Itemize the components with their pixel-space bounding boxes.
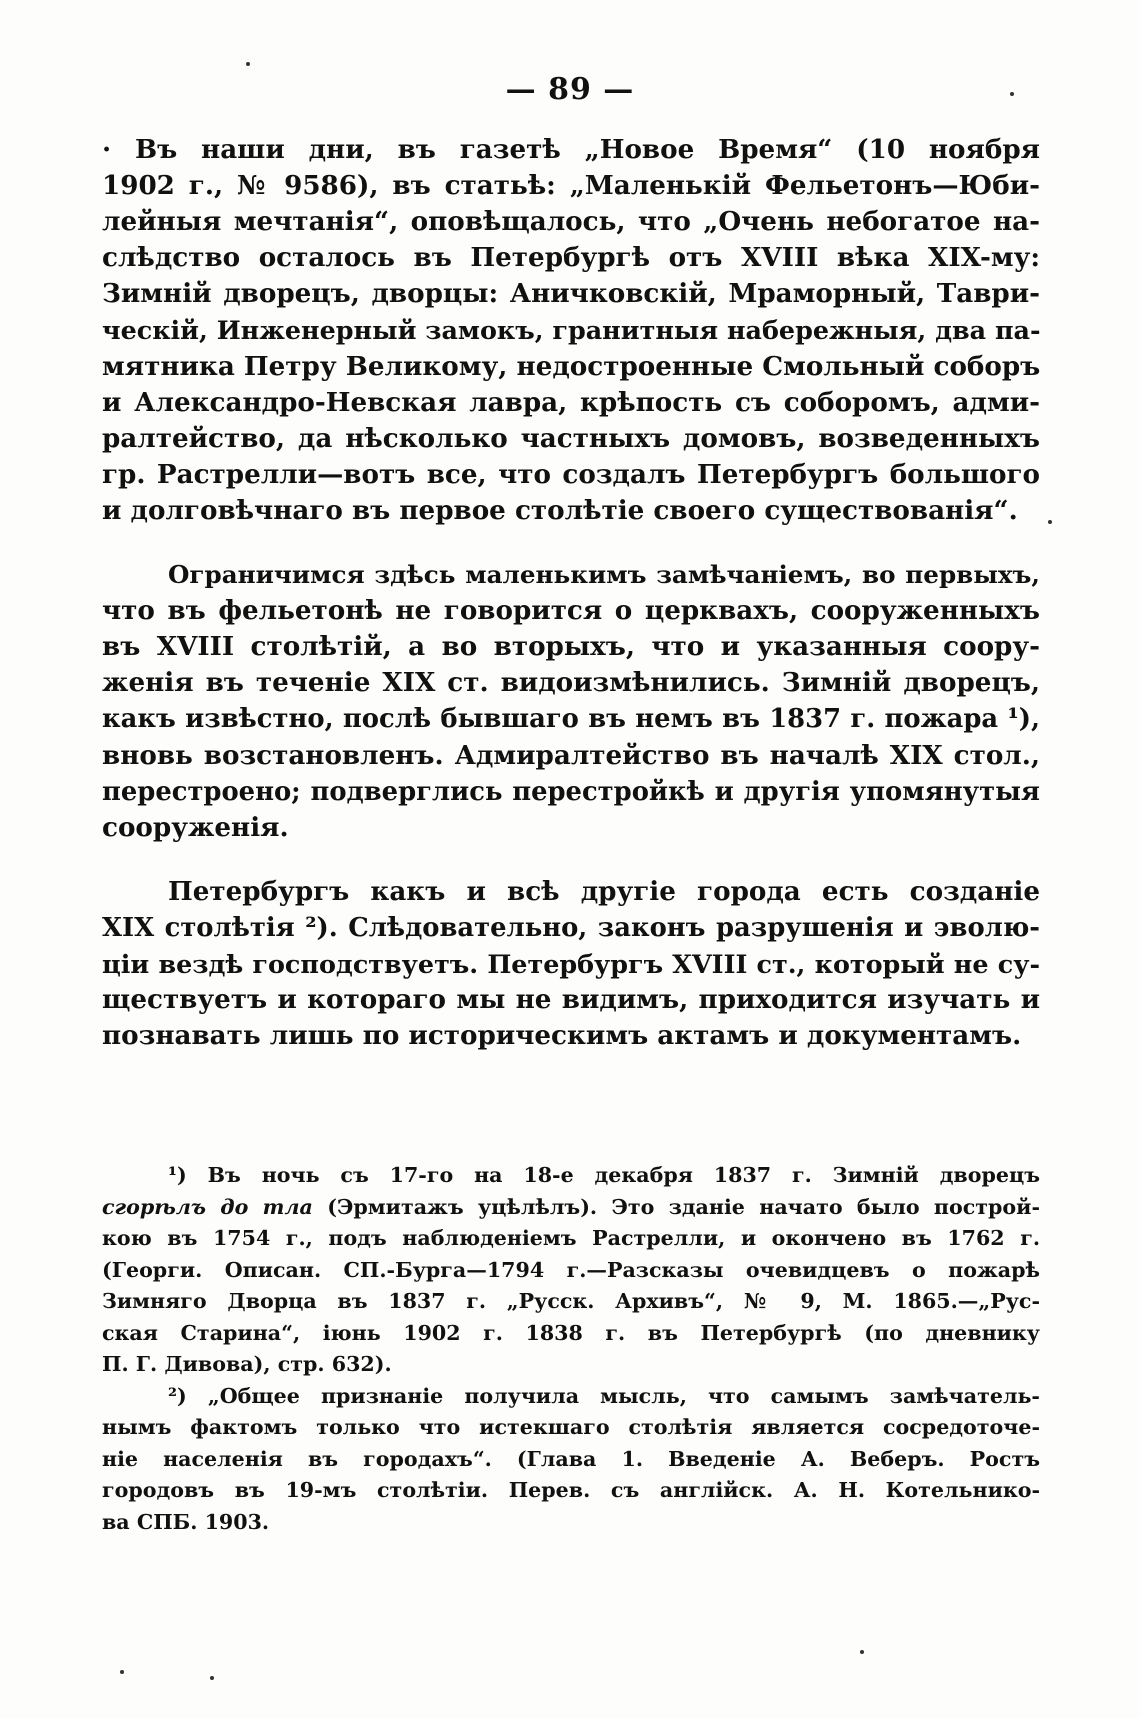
text-line: и долговѣчнаго въ первое столѣтіе своего существованія“. [102, 494, 1018, 526]
text-line: Ограничимся здѣсь маленькимъ замѣчаніемъ, во первыхъ, [168, 560, 1040, 590]
text-line: мятника Петру Великому, недостроенные Смольный соборъ [102, 350, 1041, 382]
text-line: ществуетъ и котораго мы не видимъ, приходится изучать и [102, 984, 1040, 1016]
text-line: ралтейство, да нѣсколько частныхъ домовъ, возведенныхъ [102, 422, 1040, 454]
text-line: сооруженія. [102, 811, 289, 843]
text-line: Зимній дворецъ, дворцы: Аничковскій, Мраморный, Таври- [102, 278, 1040, 310]
footnote-1 [102, 1160, 1040, 1381]
text-line: лейныя мечтанія“, оповѣщалось, что „Очень небогатое на- [102, 206, 1040, 238]
footnote-line: нымъ фактомъ только что истекшаго столѣтія является сосредоточе- [102, 1415, 1040, 1439]
text-line: ціи вездѣ господствуетъ. Петербургъ XVIII ст., который не су- [102, 948, 1040, 979]
ink-speck [210, 1676, 214, 1680]
text-line: перестроено; подверглись перестройкѣ и другія упомянутыя [102, 776, 1040, 807]
footnote-line: Зимняго Дворца въ 1837 г. „Русск. Архивъ“, № 9, М. 1865.—„Рус- [102, 1289, 1040, 1313]
footnote-line: ¹) Въ ночь съ 17-го на 18-е декабря 1837 г. Зимній дворецъ [168, 1163, 1040, 1187]
footnote-line: ва СПБ. 1903. [102, 1509, 270, 1534]
text-line: слѣдство осталось въ Петербургѣ отъ XVIII вѣка XIX-му: [102, 242, 1040, 274]
ink-speck [860, 1650, 864, 1654]
text-line: и Александро-Невская лавра, крѣпость съ соборомъ, адми- [102, 386, 1040, 418]
text-line: женія въ теченіе XIX ст. видоизмѣнились. Зимній дворецъ, [102, 667, 1040, 699]
text-line: Петербургъ какъ и всѣ другіе города есть созданіе [168, 875, 1040, 907]
text-line: XIX столѣтія ²). Слѣдовательно, законъ разрушенія и эволю- [102, 912, 1040, 943]
text-line: что въ фельетонѣ не говорится о церквахъ, сооруженныхъ [102, 595, 1040, 627]
footnote-line: ская Старина“, іюнь 1902 г. 1838 г. въ Петербургѣ (по дневнику [102, 1320, 1040, 1345]
ink-speck [246, 62, 250, 66]
footnote-2 [102, 1381, 1040, 1539]
footnote-line: П. Г. Дивова), стр. 632). [102, 1352, 392, 1376]
footnote-line: кою въ 1754 г., подъ наблюденіемъ Растрелли, и окончено въ 1762 г. [102, 1226, 1040, 1250]
ink-speck [1048, 520, 1052, 524]
footnote-line: городовъ въ 19-мъ столѣтіи. Перев. съ англійск. А. Н. Котельнико- [102, 1478, 1040, 1502]
text-line: гр. Растрелли—вотъ все, что создалъ Петербургъ большого [102, 458, 1040, 490]
footnote-line: (Георги. Описан. СП.-Бурга—1794 г.—Разсказы очевидцевъ о пожарѣ [102, 1257, 1040, 1282]
text-line: 1902 г., № 9586), въ статьѣ: „Маленькій Фельетонъ—Юби- [102, 170, 1040, 202]
footnote-line: ніе населенія въ городахъ“. (Глава 1. Введеніе А. Веберъ. Ростъ [102, 1446, 1040, 1471]
footnote-line: сгорѣлъ до тла (Эрмитажъ уцѣлѣлъ). Это зданіе начато было построй- [102, 1194, 1040, 1219]
text-line: въ XVIII столѣтій, а во вторыхъ, что и указанныя соору- [102, 631, 1040, 663]
paragraph-3 [102, 874, 1040, 1054]
ink-speck [120, 1670, 124, 1674]
page-number: — 89 — [505, 72, 635, 107]
italic-phrase: сгорѣлъ до тла [102, 1194, 313, 1219]
paragraph-1 [102, 132, 1040, 529]
text-line: вновь возстановленъ. Адмиралтейство въ началѣ XIX стол., [102, 739, 1040, 771]
text-line: какъ извѣстно, послѣ бывшаго въ немъ въ 1837 г. пожара ¹), [102, 704, 1040, 735]
main-text [102, 132, 1040, 1054]
text-line: ческій, Инженерный замокъ, гранитныя набережныя, два па- [102, 315, 1041, 346]
footnotes [102, 1160, 1040, 1538]
footnote-line: ²) „Общее признаніе получила мысль, что самымъ замѣчатель- [168, 1383, 1040, 1408]
text-line: познавать лишь по историческимъ актамъ и документамъ. [102, 1020, 1022, 1052]
text-line: · Въ наши дни, въ газетѣ „Новое Время“ (10 ноября [102, 134, 1040, 165]
paragraph-2 [102, 557, 1040, 846]
